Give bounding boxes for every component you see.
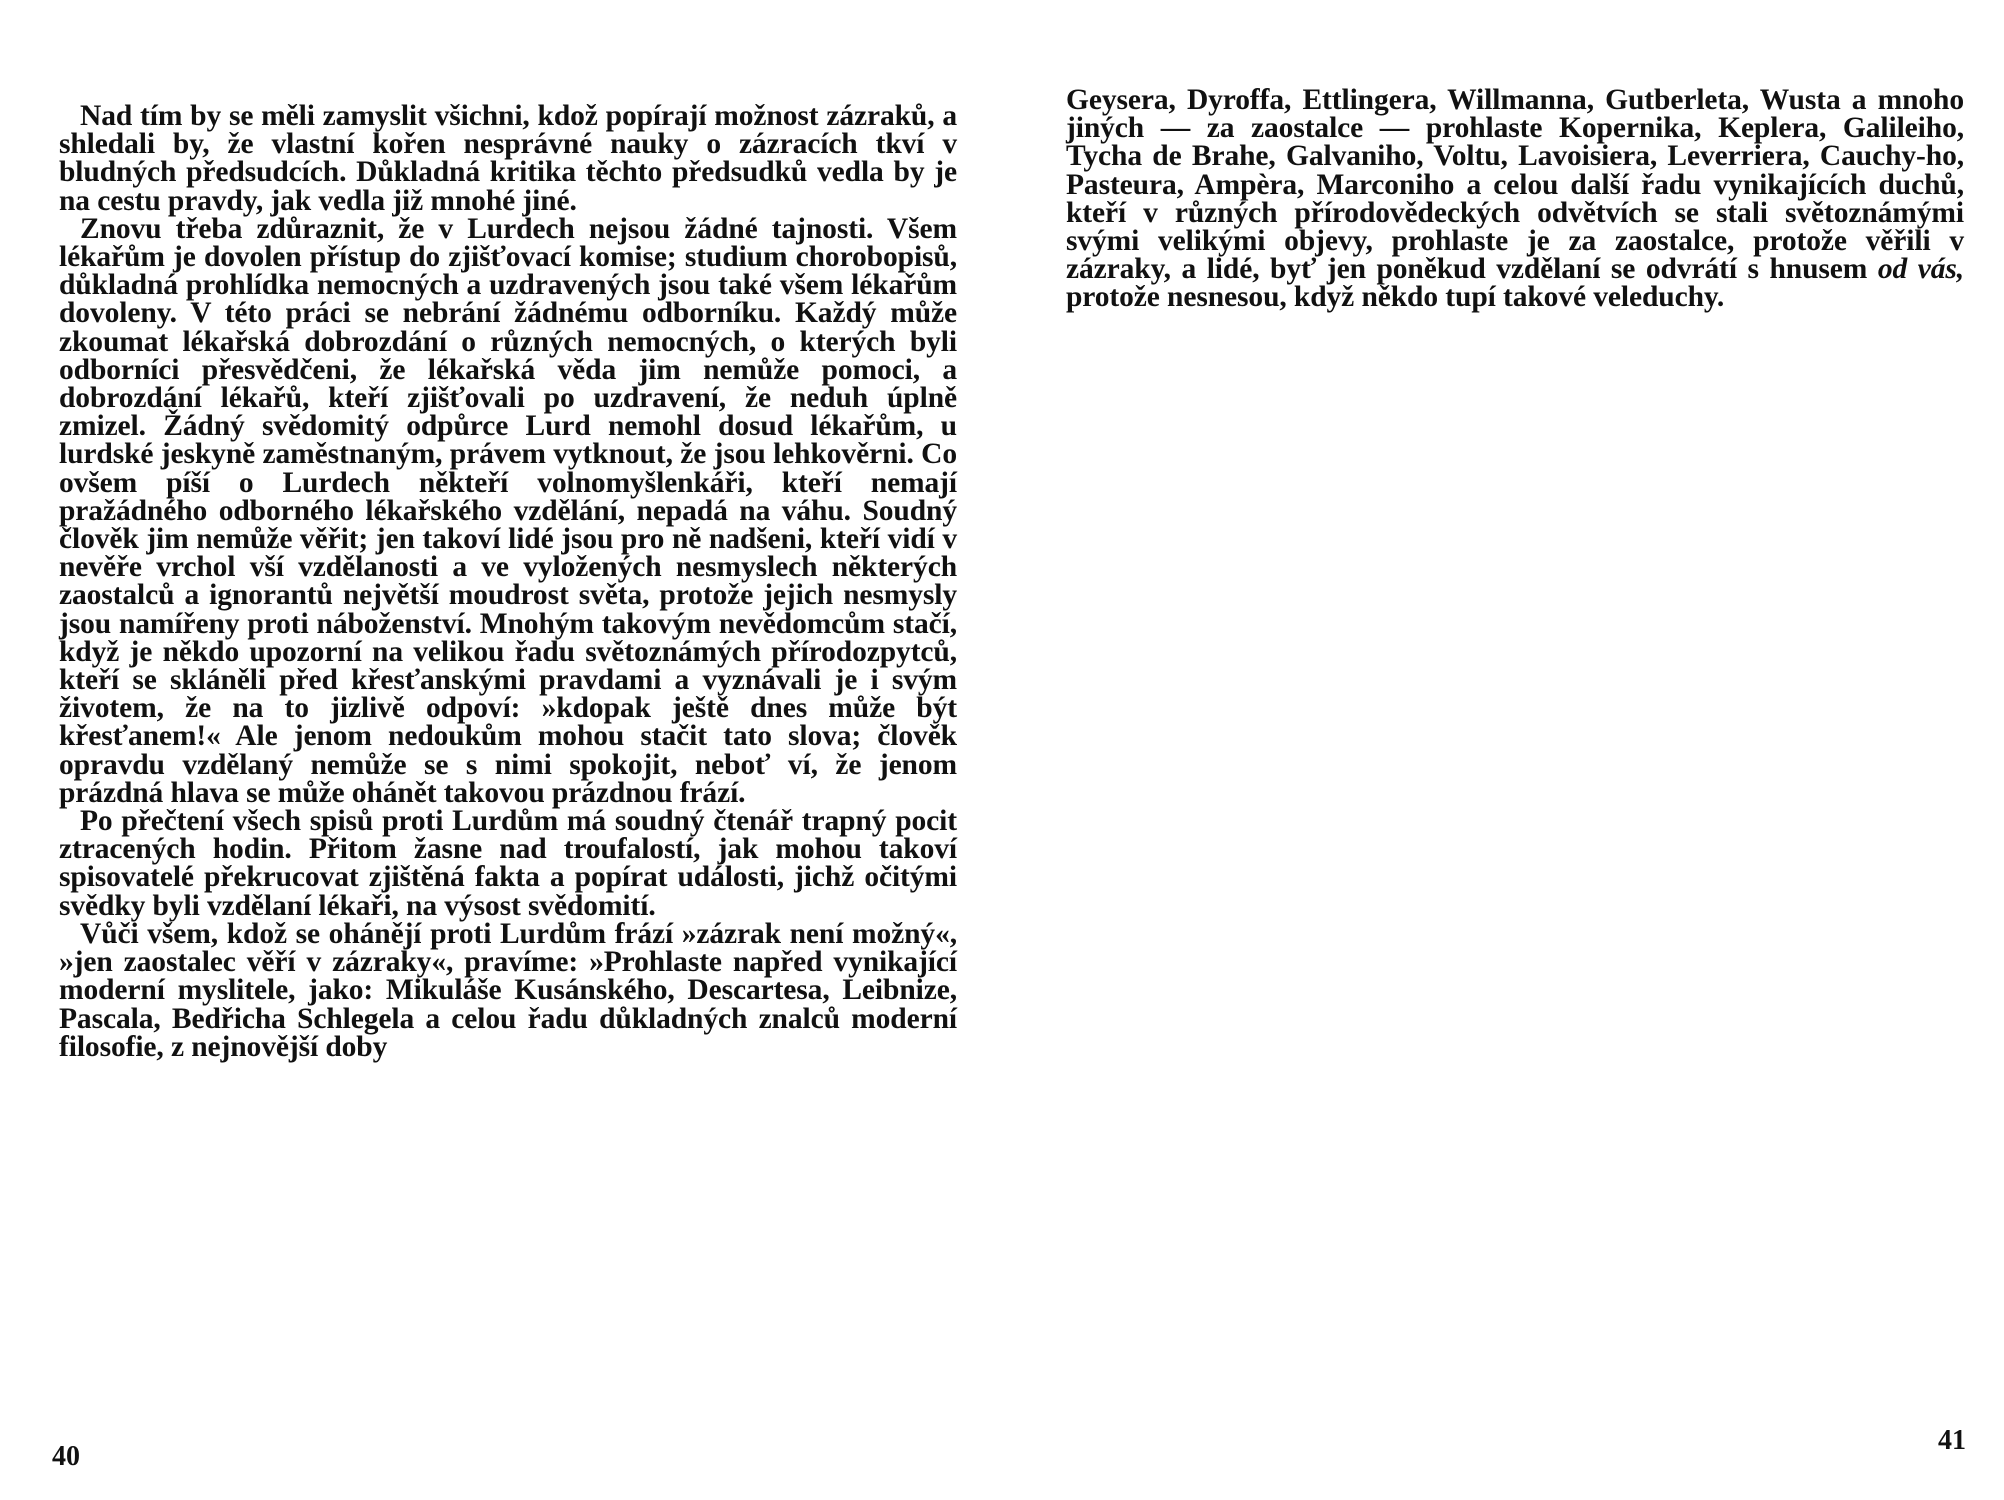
paragraph-text: Geysera, Dyroffa, Ettlingera, Willmanna, Gutberleta, Wusta a mnoho jiných — za zaostalce — prohlaste Kopernika, Keplera, Galileiho, Tycha de Brahe, Galvaniho, Voltu, Lavoisiera, Leverriera, Cauchy-ho, Pasteura, Ampèra, Marconiho a celou další řadu vynikajících duchů, kteří v různých přírodovědeckých odvětvích se stali světoznámými svými velikými objevy, prohlaste je za zaostalce, protože věřili v zázraky, a lidé, byť jen poněkud vzdělaní se odvrátí s hnusem	[1066, 84, 1964, 286]
paragraph-text: protože nesnesou, když někdo tupí takové veleduchy.	[1066, 281, 1725, 314]
page-number-right: 41	[1938, 1425, 1966, 1456]
paragraph: Vůči všem, kdož se ohánějí proti Lurdům frází »zázrak není možný«, »jen zaostalec věří v zázraky«, pravíme: »Prohlaste napřed vynikající moderní myslitele, jako: Mikuláše Kusánského, Descartesa, Leibnize, Pascala, Bedřicha Schlegela a celou řadu důkladných znalců moderní filosofie, z nejnovější doby	[59, 917, 957, 1063]
right-page	[1002, 0, 2004, 1500]
page-number-left: 40	[52, 1441, 80, 1472]
paragraph: Po přečtení všech spisů proti Lurdům má soudný čtenář trapný pocit ztracených hodin. Přitom žasne nad troufalostí, jak mohou takoví spisovatelé překrucovat zjištěná fakta a popírat události, jichž očitými svědky byli vzdělaní lékaři, na výsost svědomití.	[59, 805, 957, 922]
right-page-text	[1066, 86, 1964, 312]
paragraph: Znovu třeba zdůraznit, že v Lurdech nejsou žádné tajnosti. Všem lékařům je dovolen přístup do zjišťovací komise; studium chorobopisů, důkladná prohlídka nemocných a uzdravených jsou také všem lékařům dovoleny. V této práci se nebrání žádnému odborníku. Každý může zkoumat lékařská dobrozdání o různých nemocných, o kterých byli odborníci přesvědčeni, že lékařská věda jim nemůže pomoci, a dobrozdání lékařů, kteří zjišťovali po uzdravení, že neduh úplně zmizel. Žádný svědomitý odpůrce Lurd nemohl dosud lékařům, u lurdské jeskyně zaměstnaným, právem vytknout, že jsou lehkověrni. Co ovšem píší o Lurdech někteří volnomyšlenkáři, kteří nemají pražádného odborného lékařského vzdělání, nepadá na váhu. Soudný člověk jim nemůže věřit; jen takoví lidé jsou pro ně nadšeni, kteří vidí v nevěře vrchol vší vzdělanosti a ve vyložených nesmyslech některých zaostalců a ignorantů největší moudrost světa, protože jejich nesmysly jsou namířeny proti náboženství. Mnohým takovým nevědomcům stačí, když je někdo upozorní na velikou řadu světoznámých přírodozpytců, kteří se skláněli před křesťanskými pravdami a vyznávali je i svým životem, že na to jizlivě odpoví: »kdopak ještě dnes může být křesťanem!« Ale jenom nedoukům mohou stačit tato slova; člověk opravdu vzdělaný nemůže se s nimi spokojit, neboť ví, že jenom prázdná hlava se může ohánět takovou prázdnou frází.	[59, 212, 957, 809]
emphasized-text: od vás,	[1877, 253, 1965, 286]
paragraph	[1066, 86, 1964, 312]
paragraph: Nad tím by se měli zamyslit všichni, kdož popírají možnost zázraků, a shledali by, že vlastní kořen nesprávné nauky o zázracích tkví v bludných předsudcích. Důkladná kritika těchto předsudků vedla by je na cestu pravdy, jak vedla již mnohé jiné.	[59, 100, 957, 217]
left-page-text	[59, 102, 957, 1061]
